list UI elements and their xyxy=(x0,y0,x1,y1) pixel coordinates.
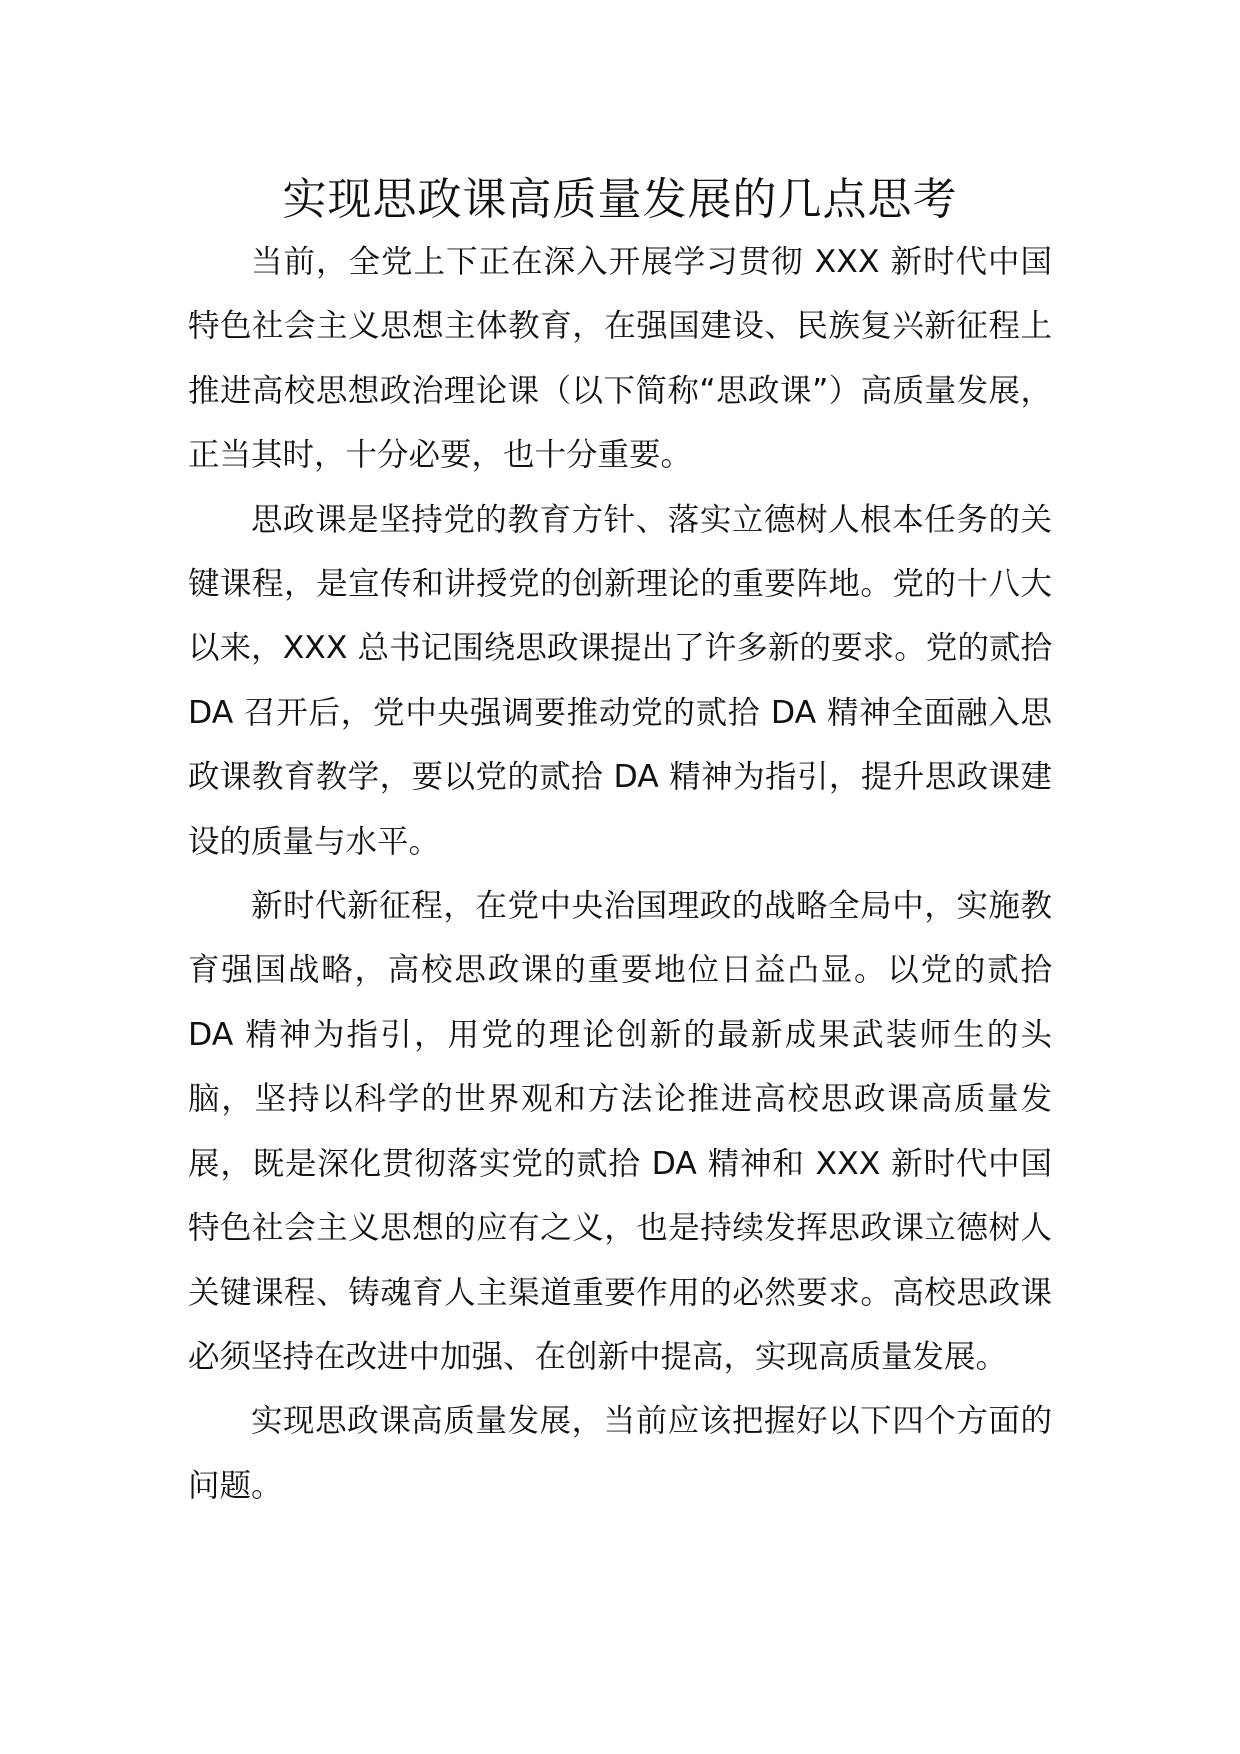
paragraph-1: 当前，全党上下正在深入开展学习贯彻 XXX 新时代中国特色社会主义思想主体教育，在强国建设、民族复兴新征程上推进高校思想政治理论课（以下简称“思政课”）高质量发展，正当其时，十分必要，也十分重要。 xyxy=(188,244,1052,474)
document-body xyxy=(188,230,1052,1518)
paragraph-3: 新时代新征程，在党中央治国理政的战略全局中，实施教育强国战略，高校思政课的重要地位日益凸显。以党的贰拾 DA 精神为指引，用党的理论创新的最新成果武装师生的头脑，坚持以科学的世界观和方法论推进高校思政课高质量发展，既是深化贯彻落实党的贰拾 DA 精神和 XXX 新时代中国特色社会主义思想的应有之义，也是持续发挥思政课立德树人关键课程、铸魂育人主渠道重要作用的必然要求。高校思政课必须坚持在改进中加强、在创新中提高，实现高质量发展。 xyxy=(188,888,1052,1375)
paragraph-4: 实现思政课高质量发展，当前应该把握好以下四个方面的问题。 xyxy=(188,1403,1052,1504)
document-title: 实现思政课高质量发展的几点思考 xyxy=(282,174,958,225)
paragraph-2: 思政课是坚持党的教育方针、落实立德树人根本任务的关键课程，是宣传和讲授党的创新理论的重要阵地。党的十八大以来，XXX 总书记围绕思政课提出了许多新的要求。党的贰拾 DA 召开后，党中央强调要推动党的贰拾 DA 精神全面融入思政课教育教学，要以党的贰拾 DA 精神为指引，提升思政课建设的质量与水平。 xyxy=(188,501,1052,860)
